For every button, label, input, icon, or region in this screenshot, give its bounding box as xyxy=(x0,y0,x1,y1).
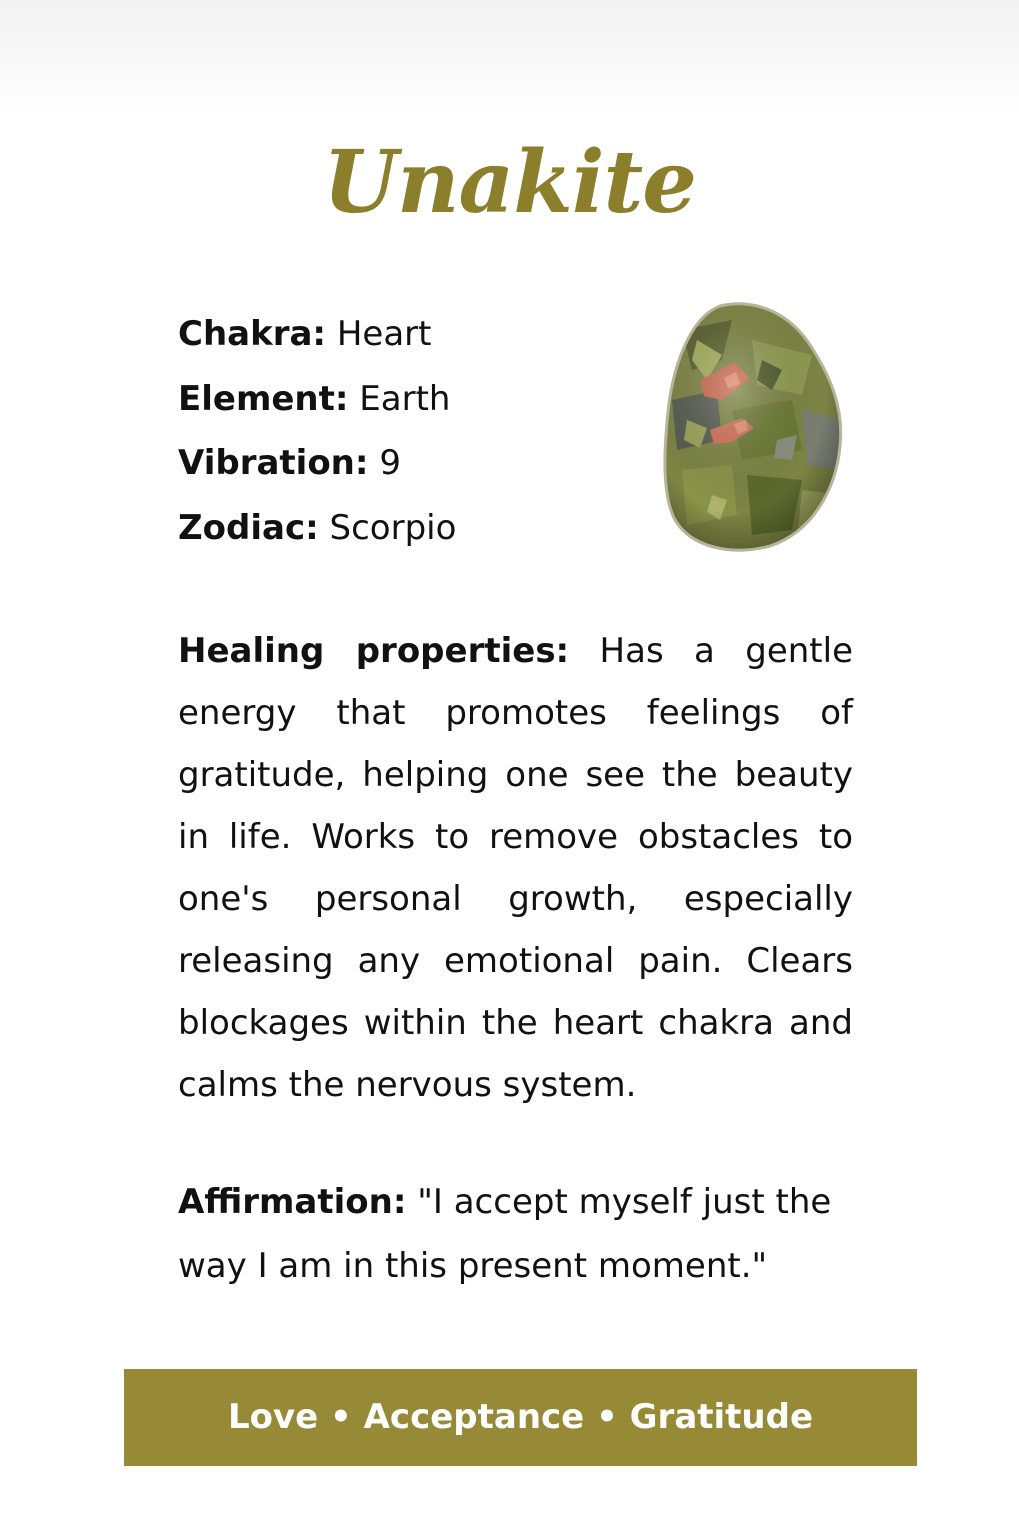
attribute-label: Vibration: xyxy=(178,443,369,483)
attribute-label: Chakra: xyxy=(178,314,327,354)
attribute-value: Heart xyxy=(336,314,432,354)
attribute-list xyxy=(178,302,648,560)
attribute-value: 9 xyxy=(379,443,401,483)
attribute-label: Element: xyxy=(178,378,349,419)
attribute-zodiac xyxy=(178,496,648,561)
attribute-label: Zodiac: xyxy=(178,507,319,548)
affirmation xyxy=(178,1170,838,1298)
affirmation-label: Affirmation: xyxy=(178,1182,407,1222)
healing-properties xyxy=(178,620,853,1116)
healing-label: Healing properties: xyxy=(178,631,570,671)
attribute-value: Earth xyxy=(359,378,451,419)
affirmation-text: "I accept myself just the way I am in this present moment." xyxy=(178,1182,832,1286)
attribute-vibration xyxy=(178,431,648,496)
healing-text: Has a gentle energy that promotes feelings of gratitude, helping one see the beauty in life. Works to remove obstacles to one's personal growth, especially releasing any emotional pain. Clears blockages within the heart chakra and calms the nervous system. xyxy=(178,631,854,1105)
unakite-stone-image xyxy=(662,300,844,552)
page-title: Unakite xyxy=(323,132,696,233)
keywords-banner: Love • Acceptance • Gratitude xyxy=(124,1369,917,1466)
attribute-chakra xyxy=(178,302,648,367)
attribute-element xyxy=(178,367,648,432)
top-shade xyxy=(0,0,1019,120)
attribute-value: Scorpio xyxy=(329,507,457,548)
